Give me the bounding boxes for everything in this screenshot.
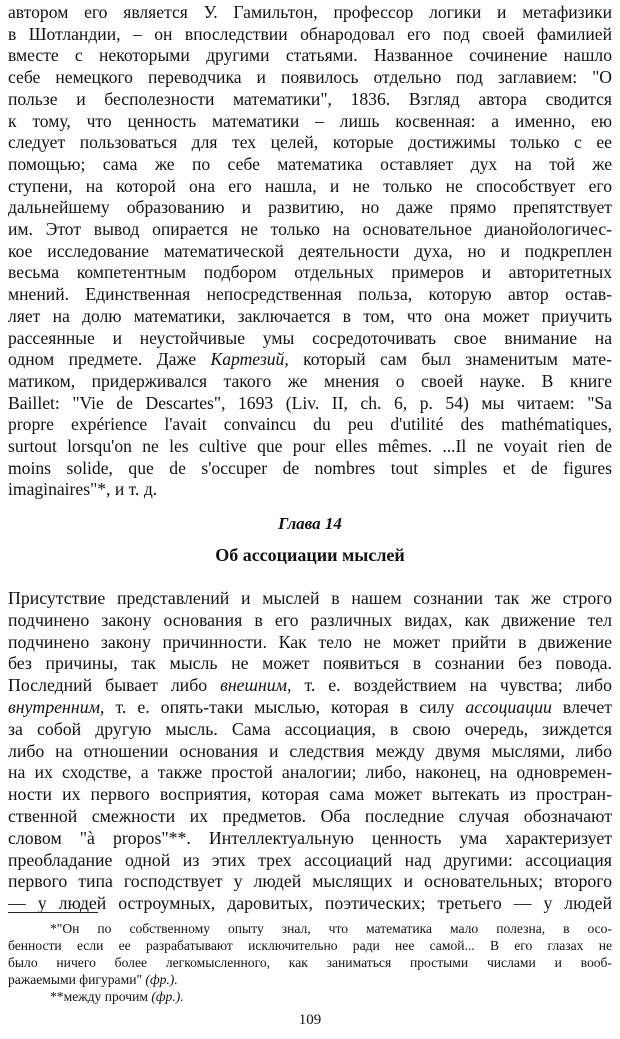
text-line: дальнейшему образованию и развитию, но даже прямо препятствует — [8, 197, 612, 218]
text-line: автором его является У. Гамильтон, профессор логики и метафизики — [8, 2, 612, 22]
text-line: Присутствие представлений и мыслей в нашем сознании так же строго — [8, 588, 612, 608]
text-line: imaginaires"*, и т. д. — [8, 479, 158, 500]
continued-footnote-text — [8, 2, 612, 501]
text-line: без причины, так мысль не может появиться в сознании без повода. — [8, 653, 612, 674]
text-line: Последний бывает либо внешним, т. е. воздействием на чувства; либо — [8, 675, 612, 696]
text-line: весьма компетентным подбором отдельных примеров и авторитетных — [8, 262, 612, 283]
text-line: surtout lorsqu'on ne les cultive que pour elles mêmes. ...Il ne voyait rien de — [8, 436, 612, 457]
text-line: вместе с некоторыми другими статьями. Названное сочинение нашло — [8, 45, 612, 66]
text-line: одном предмете. Даже Картезий, который сам был знаменитым мате- — [8, 349, 612, 370]
text-line: рассеянные и неустойчивые умы сосредоточивать свое внимание на — [8, 327, 612, 348]
page-number: 109 — [298, 1012, 322, 1028]
text-line: ступени, на которой она его нашла, и не только не способствует его — [8, 175, 612, 196]
footnote-line: бенности если ее разрабатывают исключительно ради нее самой... В его глазах не — [8, 938, 612, 953]
footnote-line: ражаемыми фигурами" (фр.). — [8, 972, 178, 987]
footnote-divider — [8, 912, 98, 913]
emphasis: внутренним, — [8, 696, 105, 717]
text-line: себе немецкого переводчика и появилось отдельно под заглавием: "О — [8, 67, 612, 88]
text-line: преобладание одной из этих трех ассоциаций над другими: ассоциация — [8, 849, 612, 870]
text-line: им. Этот вывод опирается не только на основательное дианойологичес- — [8, 219, 612, 240]
footnote-line: было ничего более легкомысленного, как заниматься простыми числами и вооб- — [8, 955, 612, 970]
text-line: в Шотландии, – он впоследствии обнародовал его под своей фамилией — [8, 23, 612, 44]
text-line: moins solide, que de s'occuper de nombres tout simples et de figures — [8, 457, 612, 478]
text-line: за собой другую мысль. Сама ассоциация, в свою очередь, зиждется — [8, 718, 612, 739]
chapter-label: Глава 14 — [278, 514, 342, 533]
text-line: матиком, придерживался такого же мнения о своей науке. В книге — [8, 370, 612, 391]
text-line: подчинено закону основания в его различных видах, как движение тел — [8, 609, 612, 630]
footnote-line: *"Он по собственному опыту знал, что математика мало полезна, в осо- — [50, 921, 612, 936]
emphasis: (фр.). — [151, 989, 184, 1004]
text-line: ственной смежности их предметов. Оба последние случая обозначают — [8, 805, 612, 826]
chapter-body — [8, 588, 612, 915]
footnotes — [8, 920, 612, 1005]
text-line: либо на отношении основания и следствия между двумя мыслями, либо — [8, 740, 612, 761]
text-line: словом "à propos"**. Интеллектуальную ценность ума характеризует — [8, 827, 612, 848]
text-line: внутренним, т. е. опять-таки мыслью, которая в силу ассоциации влечет — [8, 696, 612, 717]
emphasis: ассоциации — [465, 696, 552, 717]
chapter-title: Об ассоциации мыслей — [215, 545, 405, 565]
footnote-line: **между прочим (фр.). — [50, 989, 184, 1004]
emphasis: (фр.). — [145, 972, 178, 987]
text-line: — у людей остроумных, даровитых, поэтических; третьего — у людей — [8, 893, 612, 914]
text-line: первого типа господствует у людей мыслящих и основательных; второго — [8, 871, 612, 892]
text-line: propre expérience l'avait convaincu du peu d'utilité des mathématiques, — [8, 414, 612, 435]
text-line: кое исследование математической деятельности духа, но и подкреплен — [8, 240, 612, 261]
emphasis: Картезий, — [210, 349, 289, 370]
text-line: пользе и бесполезности математики", 1836. Взгляд автора сводится — [8, 88, 612, 109]
text-line: ности их первого восприятия, которая сама может вытекать из простран- — [8, 784, 612, 805]
text-line: подчинено закону причинности. Как тело не может прийти в движение — [8, 631, 612, 652]
text-line: на их сходстве, а также простой аналогии; либо, наконец, на одновремен- — [8, 762, 612, 783]
text-line: к тому, что ценность математики – лишь косвенная: а именно, ею — [8, 110, 612, 131]
text-line: Baillet: "Vie de Descartes", 1693 (Liv. II, ch. 6, p. 54) мы читаем: "Sa — [8, 392, 612, 413]
emphasis: внешним, — [220, 675, 292, 696]
text-line: мнений. Единственная непосредственная польза, которую автор остав- — [8, 284, 612, 305]
text-line: помощью; сама же по себе математика оставляет дух на той же — [8, 153, 612, 174]
text-line: следует пользоваться для тех целей, которые достижимы только с ее — [8, 132, 612, 153]
text-line: ляет на долю математики, заключается в том, что она может приучить — [8, 305, 612, 326]
